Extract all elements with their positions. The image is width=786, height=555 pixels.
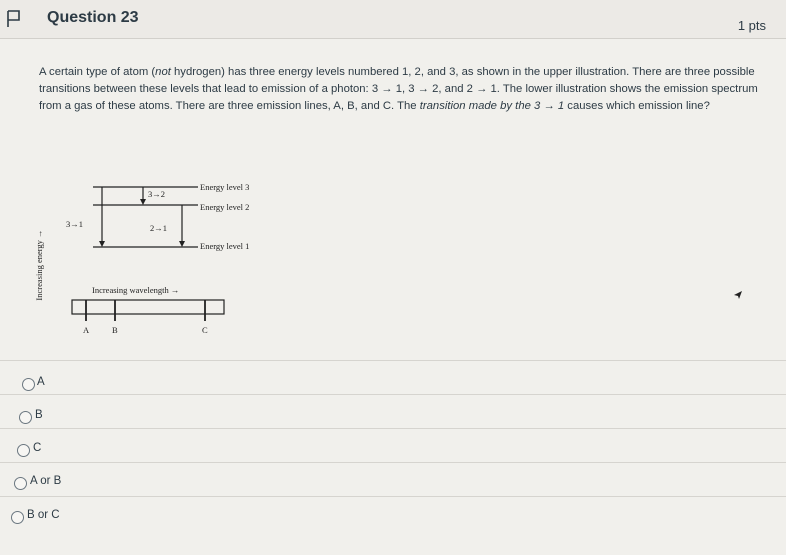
answer-option-b-or-c[interactable] [0,496,786,531]
question-header [0,0,786,39]
answer-a-radio[interactable] [22,378,35,391]
answer-a-label: A [37,376,45,388]
spectrum-box [72,300,224,314]
energy-level-diagram [28,165,288,345]
answer-b-radio[interactable] [19,411,32,424]
spectrum-label: Increasing wavelength → [92,285,180,295]
answer-c-label: C [33,442,42,454]
y-axis-label: Increasing energy → [34,229,44,301]
flag-question-icon[interactable] [6,10,22,28]
transition-3-1-label: 3→1 [66,219,83,229]
answer-a-or-b-label: A or B [30,475,62,487]
transition-3-2-label: 3→2 [148,189,165,199]
answer-c-radio[interactable] [17,444,30,457]
emission-line-b-label: B [112,325,118,335]
answer-option-c[interactable] [0,428,786,463]
emission-line-a-label: A [83,325,90,335]
mouse-cursor-icon [733,290,743,300]
answer-b-or-c-radio[interactable] [11,511,24,524]
answer-b-or-c-label: B or C [27,509,60,521]
question-title: Question 23 [47,9,139,26]
energy-level-3-label: Energy level 3 [200,182,250,192]
answer-option-b[interactable] [0,394,786,429]
answer-option-a-or-b[interactable] [0,462,786,497]
emission-line-c-label: C [202,325,208,335]
answer-b-label: B [35,409,43,421]
question-text: A certain type of atom (not hydrogen) has three energy levels numbered 1, 2, and 3, as shown in the upper illustration. There are three possible transitions between these levels that lead to emission of a photon: 3 → 1, 3 → 2, and 2 → 1. The lower illustration shows the emission spectrum from a gas of these atoms. There are three emission lines, A, B, and C. The transition made by the 3 → 1 causes which emission line? [39,66,758,112]
energy-level-2-label: Energy level 2 [200,202,250,212]
energy-level-1-label: Energy level 1 [200,241,250,251]
transition-2-1-label: 2→1 [150,223,167,233]
answer-a-or-b-radio[interactable] [14,477,27,490]
answer-option-a[interactable] [0,360,786,395]
question-points: 1 pts [737,18,766,33]
